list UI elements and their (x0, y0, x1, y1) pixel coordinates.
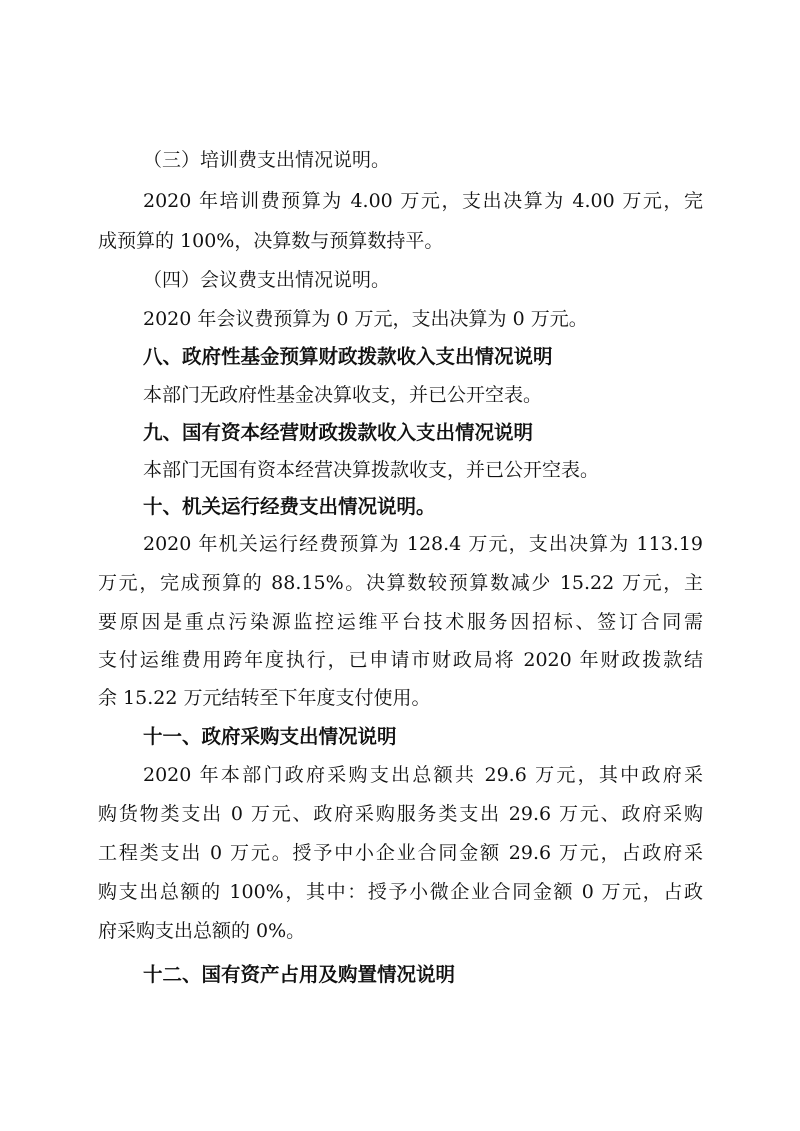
paragraph-line: 府采购支出总额的 0%。 (98, 920, 306, 942)
paragraph-line: 2020 年培训费预算为 4.00 万元，支出决算为 4.00 万元，完 (143, 190, 703, 212)
paragraph-line: 要原因是重点污染源监控运维平台技术服务因招标、签订合同需 (98, 611, 703, 633)
paragraph-line: 万元，完成预算的 88.15%。决算数较预算数减少 15.22 万元，主 (98, 572, 703, 594)
paragraph-line: 购货物类支出 0 万元、政府采购服务类支出 29.6 万元、政府采购 (98, 803, 703, 825)
paragraph-line: 余 15.22 万元结转至下年度支付使用。 (98, 687, 431, 709)
section-heading-9: 九、国有资本经营财政拨款收入支出情况说明 (143, 421, 534, 444)
paragraph-line: 2020 年本部门政府采购支出总额共 29.6 万元，其中政府采 (143, 764, 703, 786)
paragraph-line: 工程类支出 0 万元。授予中小企业合同金额 29.6 万元，占政府采 (98, 842, 703, 864)
section-heading-8: 八、政府性基金预算财政拨款收入支出情况说明 (143, 345, 553, 368)
section-heading-10: 十、机关运行经费支出情况说明。 (143, 495, 436, 518)
paragraph-line: 成预算的 100%，决算数与预算数持平。 (98, 230, 444, 252)
paragraph-line: 支付运维费用跨年度执行，已申请市财政局将 2020 年财政拨款结 (98, 649, 703, 671)
section-heading-12: 十二、国有资产占用及购置情况说明 (143, 963, 456, 986)
subsection-heading-training: （三）培训费支出情况说明。 (143, 149, 391, 171)
paragraph-line: 购支出总额的 100%，其中：授予小微企业合同金额 0 万元，占政 (98, 881, 703, 903)
paragraph-line: 2020 年机关运行经费预算为 128.4 万元，支出决算为 113.19 (143, 533, 703, 555)
subsection-heading-meeting: （四）会议费支出情况说明。 (143, 269, 391, 291)
paragraph-line: 本部门无政府性基金决算收支，并已公开空表。 (143, 384, 543, 406)
paragraph-line: 本部门无国有资本经营决算拨款收支，并已公开空表。 (143, 459, 600, 481)
section-heading-11: 十一、政府采购支出情况说明 (143, 725, 397, 748)
paragraph-line: 2020 年会议费预算为 0 万元，支出决算为 0 万元。 (143, 308, 588, 330)
